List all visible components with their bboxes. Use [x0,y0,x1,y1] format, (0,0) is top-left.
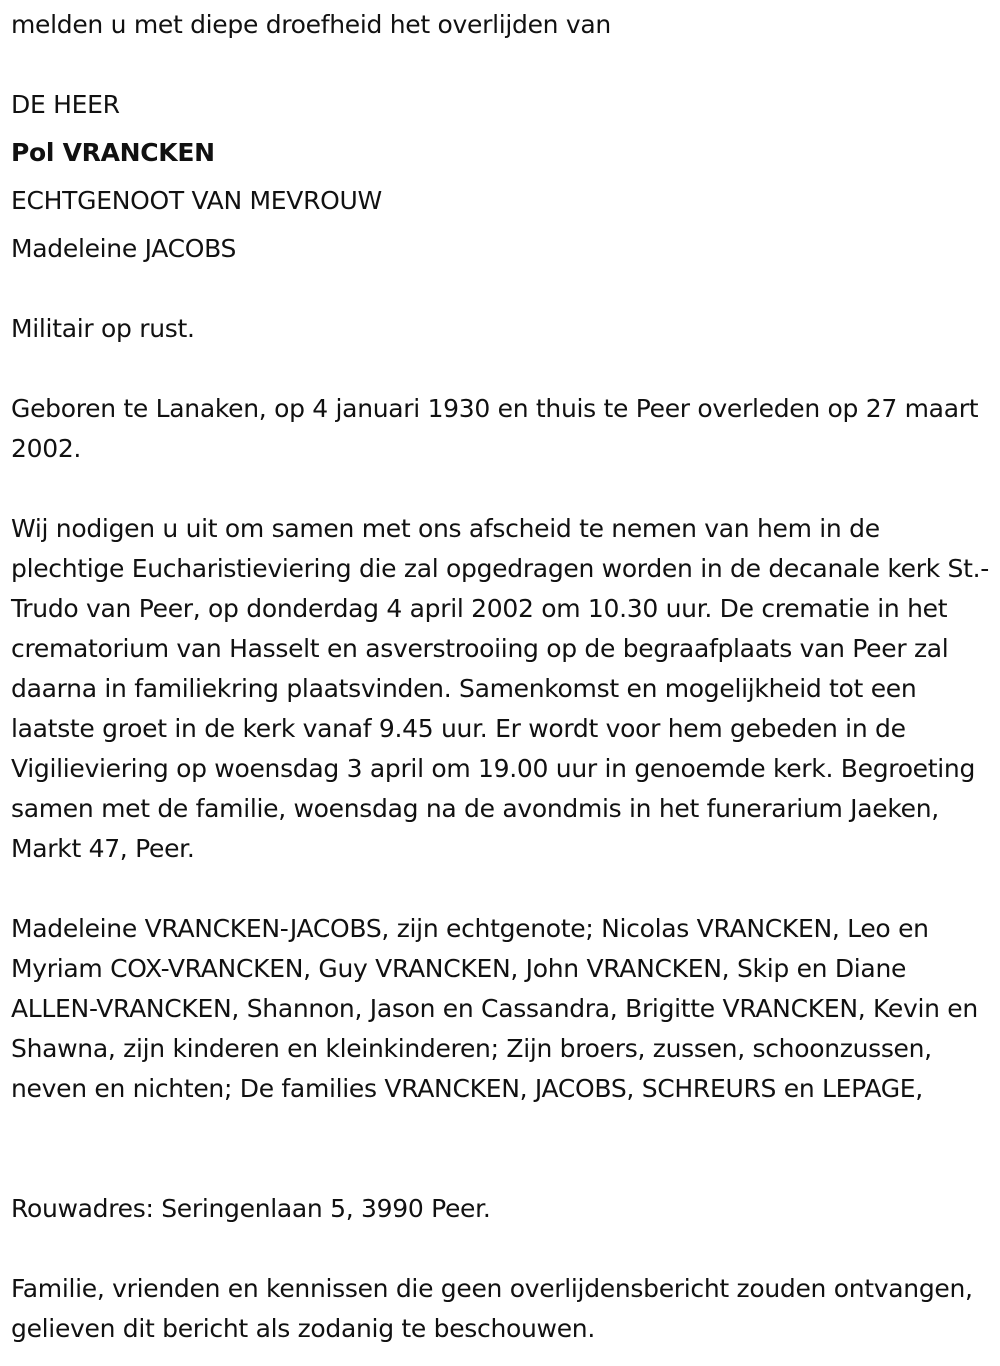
spouse-name: Madeleine JACOBS [11,234,237,263]
mourning-address: Rouwadres: Seringenlaan 5, 3990 Peer. [11,1194,491,1223]
intro-line: melden u met diepe droefheid het overlijden van [11,10,611,39]
occupation: Militair op rust. [11,314,195,343]
closing-paragraph: Familie, vrienden en kennissen die geen overlijdensbericht zouden ontvangen, gelieven dit bericht als zodanig te beschouwen. [11,1274,973,1343]
family-paragraph: Madeleine VRANCKEN-JACOBS, zijn echtgenote; Nicolas VRANCKEN, Leo en Myriam COX-VRANCKEN, Guy VRANCKEN, John VRANCKEN, Skip en Diane ALLEN-VRANCKEN, Shannon, Jason en Cassandra, Brigitte VRANCKEN, Kevin en Shawna, zijn kinderen en kleinkinderen; Zijn broers, zussen, schoonzussen, neven en nichten; De families VRANCKEN, JACOBS, SCHREURS en LEPAGE, [11,914,978,1103]
birth-death-paragraph: Geboren te Lanaken, op 4 januari 1930 en thuis te Peer overleden op 27 maart 2002. [11,394,979,463]
spouse-label: ECHTGENOOT VAN MEVROUW [11,186,382,215]
ceremony-paragraph: Wij nodigen u uit om samen met ons afscheid te nemen van hem in de plechtige Eucharistieviering die zal opgedragen worden in de decanale kerk St.-Trudo van Peer, op donderdag 4 april 2002 om 10.30 uur. De crematie in het crematorium van Hasselt en asverstrooiing op de begraafplaats van Peer zal daarna in familiekring plaatsvinden. Samenkomst en mogelijkheid tot een laatste groet in de kerk vanaf 9.45 uur. Er wordt voor hem gebeden in de Vigilieviering op woensdag 3 april om 19.00 uur in genoemde kerk. Begroeting samen met de familie, woensdag na de avondmis in het funerarium Jaeken, Markt 47, Peer. [11,514,989,863]
honorific: DE HEER [11,90,120,119]
deceased-name: Pol VRANCKEN [11,138,215,167]
